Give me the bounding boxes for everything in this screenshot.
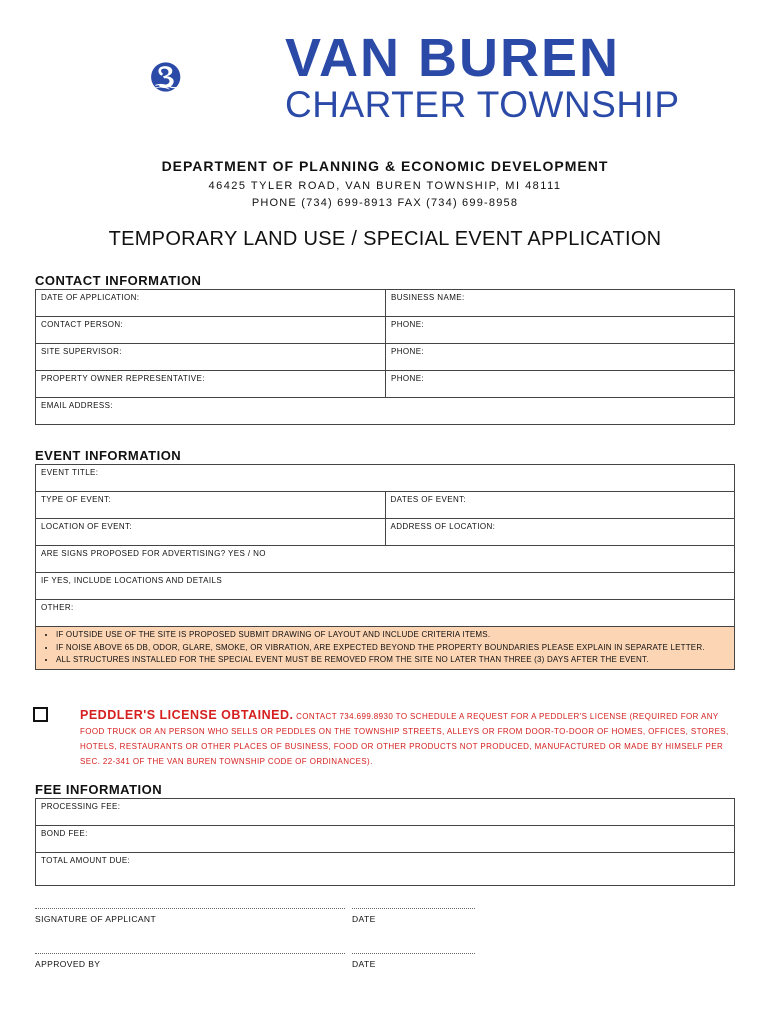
signs-proposed-field[interactable]: ARE SIGNS PROPOSED FOR ADVERTISING? YES / NO bbox=[36, 546, 735, 573]
fee-section-heading: FEE INFORMATION bbox=[35, 782, 163, 797]
owner-phone-field[interactable]: PHONE: bbox=[386, 371, 735, 398]
email-address-field[interactable]: EMAIL ADDRESS: bbox=[36, 398, 735, 425]
fee-information-table bbox=[35, 798, 735, 886]
event-title-field[interactable]: EVENT TITLE: bbox=[36, 465, 735, 492]
event-information-table bbox=[35, 464, 735, 670]
dates-of-event-field[interactable]: DATES OF EVENT: bbox=[385, 492, 735, 519]
contact-section-heading: CONTACT INFORMATION bbox=[35, 273, 202, 288]
contact-person-field[interactable]: CONTACT PERSON: bbox=[36, 317, 386, 344]
brand-subtitle: CHARTER TOWNSHIP bbox=[285, 84, 680, 125]
supervisor-phone-field[interactable]: PHONE: bbox=[386, 344, 735, 371]
peddler-license-checkbox[interactable] bbox=[33, 707, 48, 722]
department-phone-fax: PHONE (734) 699-8913 FAX (734) 699-8958 bbox=[251, 197, 519, 209]
note-item: • IF OUTSIDE USE OF THE SITE IS PROPOSED SUBMIT DRAWING OF LAYOUT AND INCLUDE CRITERIA ITEMS. bbox=[56, 629, 729, 642]
other-field[interactable]: OTHER: bbox=[36, 600, 735, 627]
date-of-application-field[interactable]: DATE OF APPLICATION: bbox=[36, 290, 386, 317]
approval-date-line[interactable] bbox=[352, 953, 475, 954]
brand-name: VAN BUREN bbox=[285, 28, 621, 88]
approval-line[interactable] bbox=[35, 953, 345, 954]
signature-line[interactable] bbox=[35, 908, 345, 909]
address-of-location-field[interactable]: ADDRESS OF LOCATION: bbox=[385, 519, 735, 546]
sign-details-field[interactable]: IF YES, INCLUDE LOCATIONS AND DETAILS bbox=[36, 573, 735, 600]
peddler-license-notice bbox=[80, 708, 735, 769]
van-buren-logo bbox=[150, 22, 280, 132]
note-item: • IF NOISE ABOVE 65 DB, ODOR, GLARE, SMOKE, OR VIBRATION, ARE EXPECTED BEYOND THE PROPERTY BOUNDARIES PLEASE EXPLAIN IN SEPARATE LETTER. bbox=[56, 642, 729, 655]
event-section-heading: EVENT INFORMATION bbox=[35, 448, 182, 463]
date-line[interactable] bbox=[352, 908, 475, 909]
type-of-event-field[interactable]: TYPE OF EVENT: bbox=[36, 492, 386, 519]
approval-date-label: DATE bbox=[352, 959, 376, 969]
peddler-license-title: PEDDLER'S LICENSE OBTAINED. bbox=[80, 708, 294, 722]
signature-label: SIGNATURE OF APPLICANT bbox=[35, 914, 157, 924]
peddler-license-text: CONTACT 734.699.8930 TO SCHEDULE A REQUEST FOR A PEDDLER'S LICENSE (REQUIRED FOR ANY FOOD TRUCK OR AN PERSON WHO SELLS OR PEDDLES ON THE TOWNSHIP STREETS, ALLEYS OR FROM DOOR-TO-DOOR OF HOMES, OFFICES, STORES, HOTELS, RESTAURANTS OR OTHER PLACES OF BUSINESS, FOOD OR OTHER PRODUCTS NOT PRODUCED, MANUFACTURED OR MADE BY HIMSELF PER SEC. 22-341 OF THE VAN BUREN TOWNSHIP CODE OF ORDINANCES). bbox=[80, 712, 729, 766]
contact-information-table bbox=[35, 289, 735, 425]
site-supervisor-field[interactable]: SITE SUPERVISOR: bbox=[36, 344, 386, 371]
location-of-event-field[interactable]: LOCATION OF EVENT: bbox=[36, 519, 386, 546]
total-amount-due-field[interactable]: TOTAL AMOUNT DUE: bbox=[36, 853, 735, 886]
property-owner-field[interactable]: PROPERTY OWNER REPRESENTATIVE: bbox=[36, 371, 386, 398]
date-label: DATE bbox=[352, 914, 376, 924]
event-notes bbox=[36, 627, 735, 670]
application-title: TEMPORARY LAND USE / SPECIAL EVENT APPLICATION bbox=[108, 228, 662, 250]
department-name: DEPARTMENT OF PLANNING & ECONOMIC DEVELOPMENT bbox=[161, 158, 609, 174]
processing-fee-field[interactable]: PROCESSING FEE: bbox=[36, 799, 735, 826]
business-name-field[interactable]: BUSINESS NAME: bbox=[386, 290, 735, 317]
note-item: • ALL STRUCTURES INSTALLED FOR THE SPECIAL EVENT MUST BE REMOVED FROM THE SITE NO LATER THAN THREE (3) DAYS AFTER THE EVENT. bbox=[56, 654, 729, 667]
approved-by-label: APPROVED BY bbox=[35, 959, 101, 969]
department-address: 46425 TYLER ROAD, VAN BUREN TOWNSHIP, MI 48111 bbox=[208, 180, 562, 192]
bond-fee-field[interactable]: BOND FEE: bbox=[36, 826, 735, 853]
contact-phone-field[interactable]: PHONE: bbox=[386, 317, 735, 344]
